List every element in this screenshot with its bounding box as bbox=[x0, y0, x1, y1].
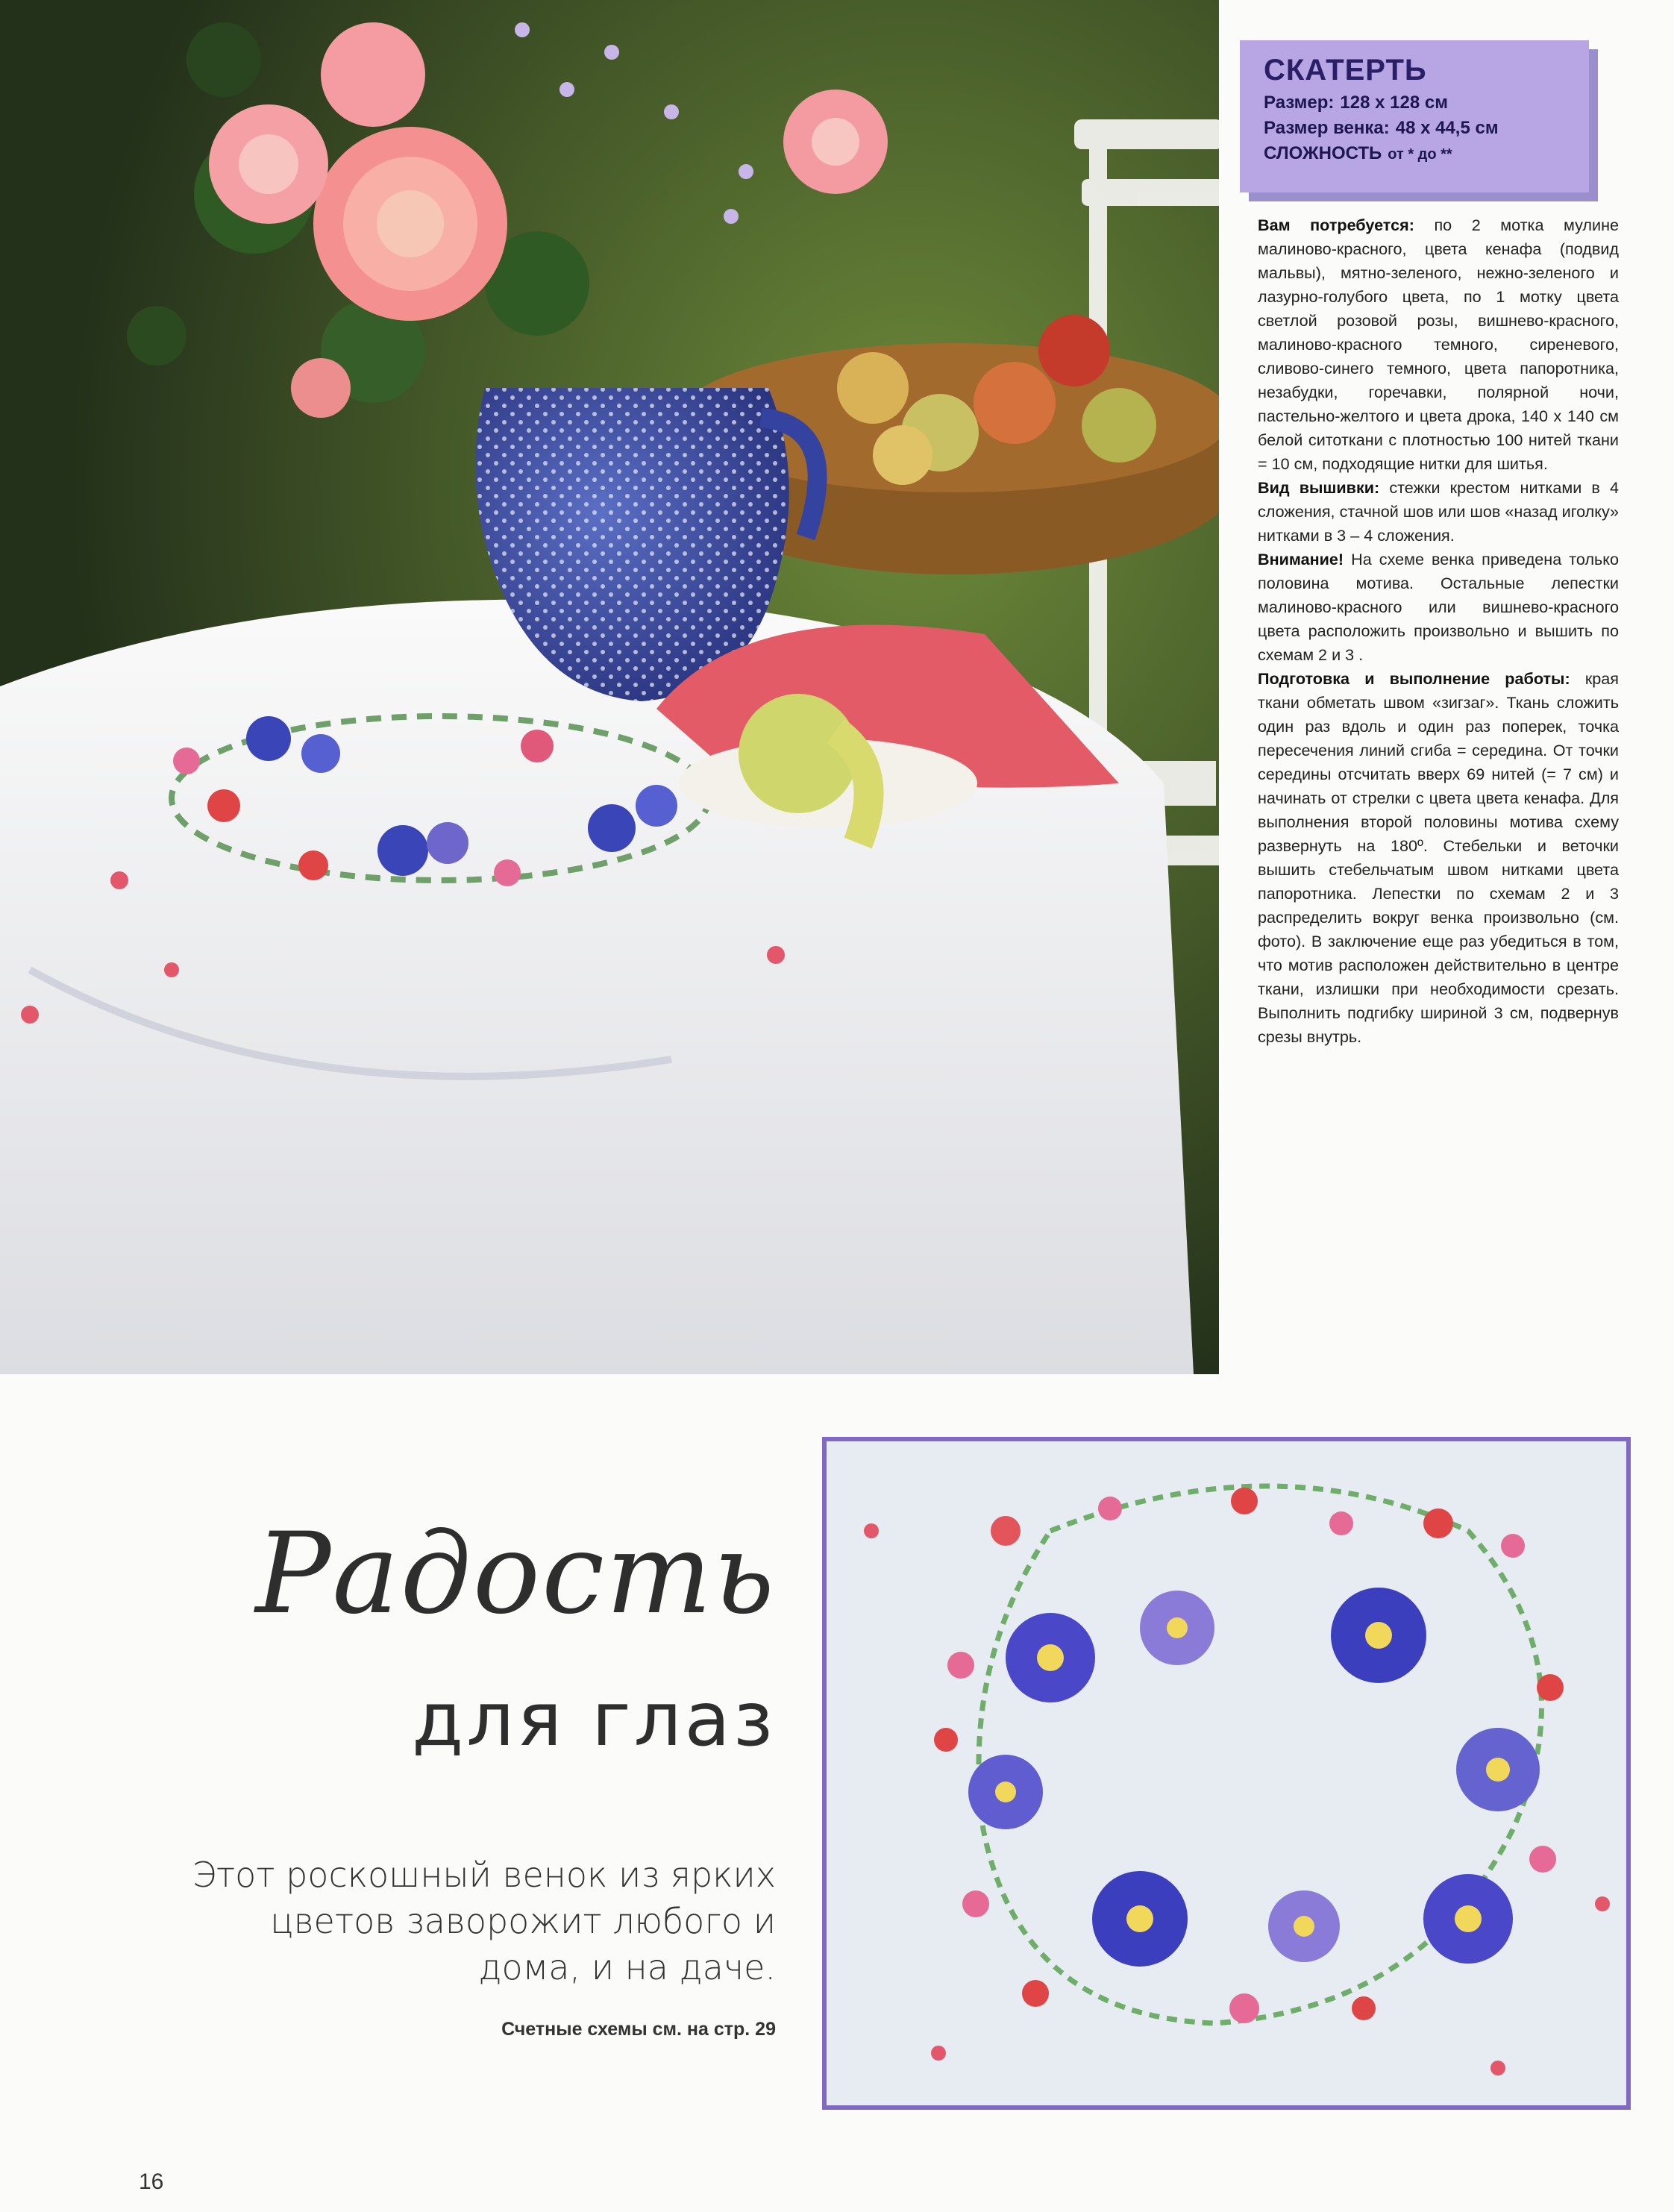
lead-line-2: цветов заворожит любого и bbox=[270, 1901, 776, 1941]
project-title: СКАТЕРТЬ bbox=[1264, 54, 1427, 87]
prep-label: Подготовка и выполнение работы: bbox=[1258, 669, 1570, 688]
size-label: Размер: bbox=[1264, 93, 1335, 113]
wreath-size-value: 48 х 44,5 см bbox=[1395, 118, 1499, 138]
difficulty-line bbox=[1264, 141, 1565, 167]
headline-script: Радость bbox=[255, 1509, 776, 1639]
wreath-size-label: Размер венка: bbox=[1264, 118, 1390, 138]
size-value: 128 х 128 см bbox=[1340, 93, 1448, 113]
embroidery-closeup-photo bbox=[822, 1437, 1631, 2110]
materials-label: Вам потребуется: bbox=[1258, 216, 1414, 234]
stitch-label: Вид вышивки: bbox=[1258, 478, 1380, 497]
prep-text: края ткани обметать швом «зигзаг». Ткань сложить один раз вдоль и один раз поперек, точка пересечения линий сгиба = середина. От точки середины отсчитать вверх 69 нитей (= 7 см) и начинать от стрелки с цвета цвета кенафа. Для выполнения второй половины мотива схему развернуть на 180º. Стебельки и веточки вышить стебельчатым швом нитками цвета папоротника. Лепестки по схемам 2 и 3 распределить вокруг венка произвольно (см. фото). В заключение еще раз убедиться в том, что мотив расположен действительно в центре ткани, излишки при необходимости срезать. Выполнить подгибку шириной 3 см, подвернув срезы внутрь. bbox=[1258, 669, 1620, 1046]
prep-paragraph bbox=[1258, 667, 1619, 1049]
chart-reference: Счетные схемы см. на стр. 29 bbox=[501, 2019, 776, 2040]
difficulty-value: от * до ** bbox=[1388, 146, 1452, 163]
attention-label: Внимание! bbox=[1258, 550, 1344, 568]
headline-sub: для глаз bbox=[412, 1676, 776, 1763]
tablecloth-table-photo bbox=[0, 0, 1219, 1374]
attention-paragraph bbox=[1258, 548, 1619, 667]
size-line bbox=[1264, 90, 1565, 116]
project-info-box bbox=[1240, 40, 1589, 192]
difficulty-label: СЛОЖНОСТЬ bbox=[1264, 143, 1382, 163]
page-number: 16 bbox=[139, 2169, 164, 2194]
lead-paragraph bbox=[60, 1852, 776, 1990]
wreath-size-line bbox=[1264, 116, 1565, 141]
attention-text: На схеме венка приведена только половина мотива. Остальные лепестки малиново-красного или вишнево-красного цвета расположить произвольно и вышить по схемам 2 и 3 . bbox=[1258, 550, 1620, 664]
stitch-text: стежки крестом нитками в 4 сложения, стачной шов или шов «назад иголку» нитками в 3 – 4 сложения. bbox=[1258, 478, 1619, 545]
lead-line-1: Этот роскошный венок из ярких bbox=[192, 1855, 776, 1895]
instructions-column bbox=[1258, 213, 1619, 1049]
lead-line-3: дома, и на даче. bbox=[478, 1947, 776, 1987]
stitch-paragraph bbox=[1258, 476, 1619, 548]
materials-text: по 2 мотка мулине малиново-красного, цвета кенафа (подвид мальвы), мятно-зеленого, нежно-зеленого и лазурно-голубого цвета, по 1 мотку цвета светлой розовой розы, вишнево-красного, малиново-красного темного, сиреневого, сливово-синего темного, цвета папоротника, незабудки, горечавки, полярной ночи, пастельно-желтого и цвета дрока, 140 х 140 см белой ситоткани с плотностью 100 нитей ткани = 10 см, подходящие нитки для шитья. bbox=[1258, 216, 1620, 473]
materials-paragraph bbox=[1258, 213, 1619, 476]
